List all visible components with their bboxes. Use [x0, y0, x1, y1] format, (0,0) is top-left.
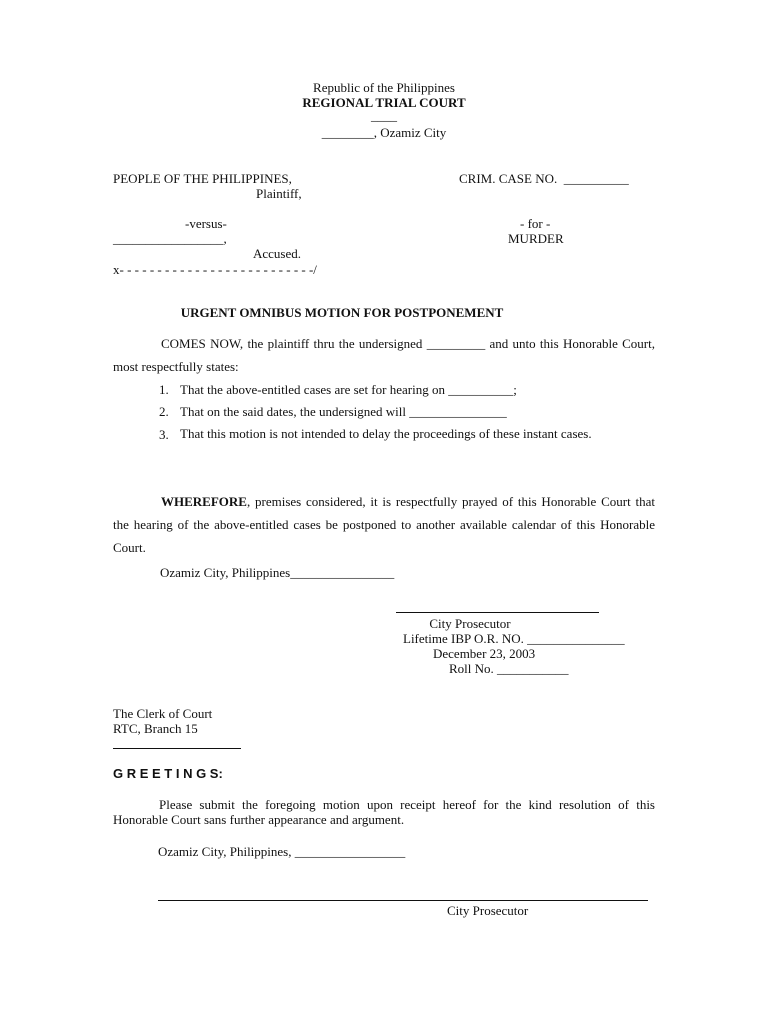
item-2-number: 2. [159, 404, 169, 419]
intro-paragraph: COMES NOW, the plaintiff thru the undersigned _________ and unto this Honorable Court, most respectfully states: [113, 336, 655, 374]
item-2-text: That on the said dates, the undersigned will _______________ [180, 404, 507, 419]
for-label: - for - [520, 216, 551, 231]
addressee-blank-line [113, 748, 241, 749]
signature-line [396, 612, 599, 613]
addressee-clerk: The Clerk of Court [113, 706, 213, 721]
case-number: CRIM. CASE NO. __________ [459, 171, 629, 186]
roll-number: Roll No. ___________ [449, 661, 569, 676]
people-label: PEOPLE OF THE PHILIPPINES, [113, 171, 292, 186]
versus-label: -versus- [185, 216, 227, 231]
item-1-text: That the above-entitled cases are set for hearing on __________; [180, 382, 517, 397]
notice-body: Please submit the foregoing motion upon receipt hereof for the kind resolution of this Honorable Court sans further appearance and argument. [113, 797, 655, 827]
caption-separator: x- - - - - - - - - - - - - - - - - - - - - - - - - -/ [113, 262, 317, 277]
notice-signature-line [158, 900, 648, 901]
notice-signature-title: City Prosecutor [447, 903, 529, 918]
city-line: ________, Ozamiz City [321, 125, 447, 140]
motion-title: URGENT OMNIBUS MOTION FOR POSTPONEMENT [180, 305, 504, 320]
ibp-number: Lifetime IBP O.R. NO. _______________ [403, 631, 625, 646]
item-3-number: 3. [159, 427, 169, 442]
accused-blank: _________________, [113, 231, 227, 246]
motion-place-date: Ozamiz City, Philippines________________ [160, 565, 395, 580]
addressee-rtc: RTC, Branch 15 [113, 721, 198, 736]
item-3-text: That this motion is not intended to delay the proceedings of these instant cases. [180, 426, 592, 441]
branch-blank: ____ [371, 108, 397, 123]
wherefore-label: WHEREFORE [161, 494, 247, 509]
greetings-heading: G R E E T I N G S: [113, 766, 223, 781]
item-1-number: 1. [159, 382, 169, 397]
offense-label: MURDER [508, 231, 564, 246]
signature-date: December 23, 2003 [433, 646, 536, 661]
republic-line: Republic of the Philippines [313, 80, 455, 95]
plaintiff-label: Plaintiff, [256, 186, 302, 201]
prayer-text: , premises considered, it is respectfully prayed of this Honorable Court that the hearing of the above-entitled cases be postponed to another available calendar of this Honorable Court. [113, 494, 655, 555]
prayer-paragraph [113, 490, 655, 559]
signature-title: City Prosecutor [429, 616, 511, 631]
notice-place-date: Ozamiz City, Philippines, _________________ [158, 844, 406, 859]
court-name: REGIONAL TRIAL COURT [302, 95, 466, 110]
accused-label: Accused. [253, 246, 302, 261]
